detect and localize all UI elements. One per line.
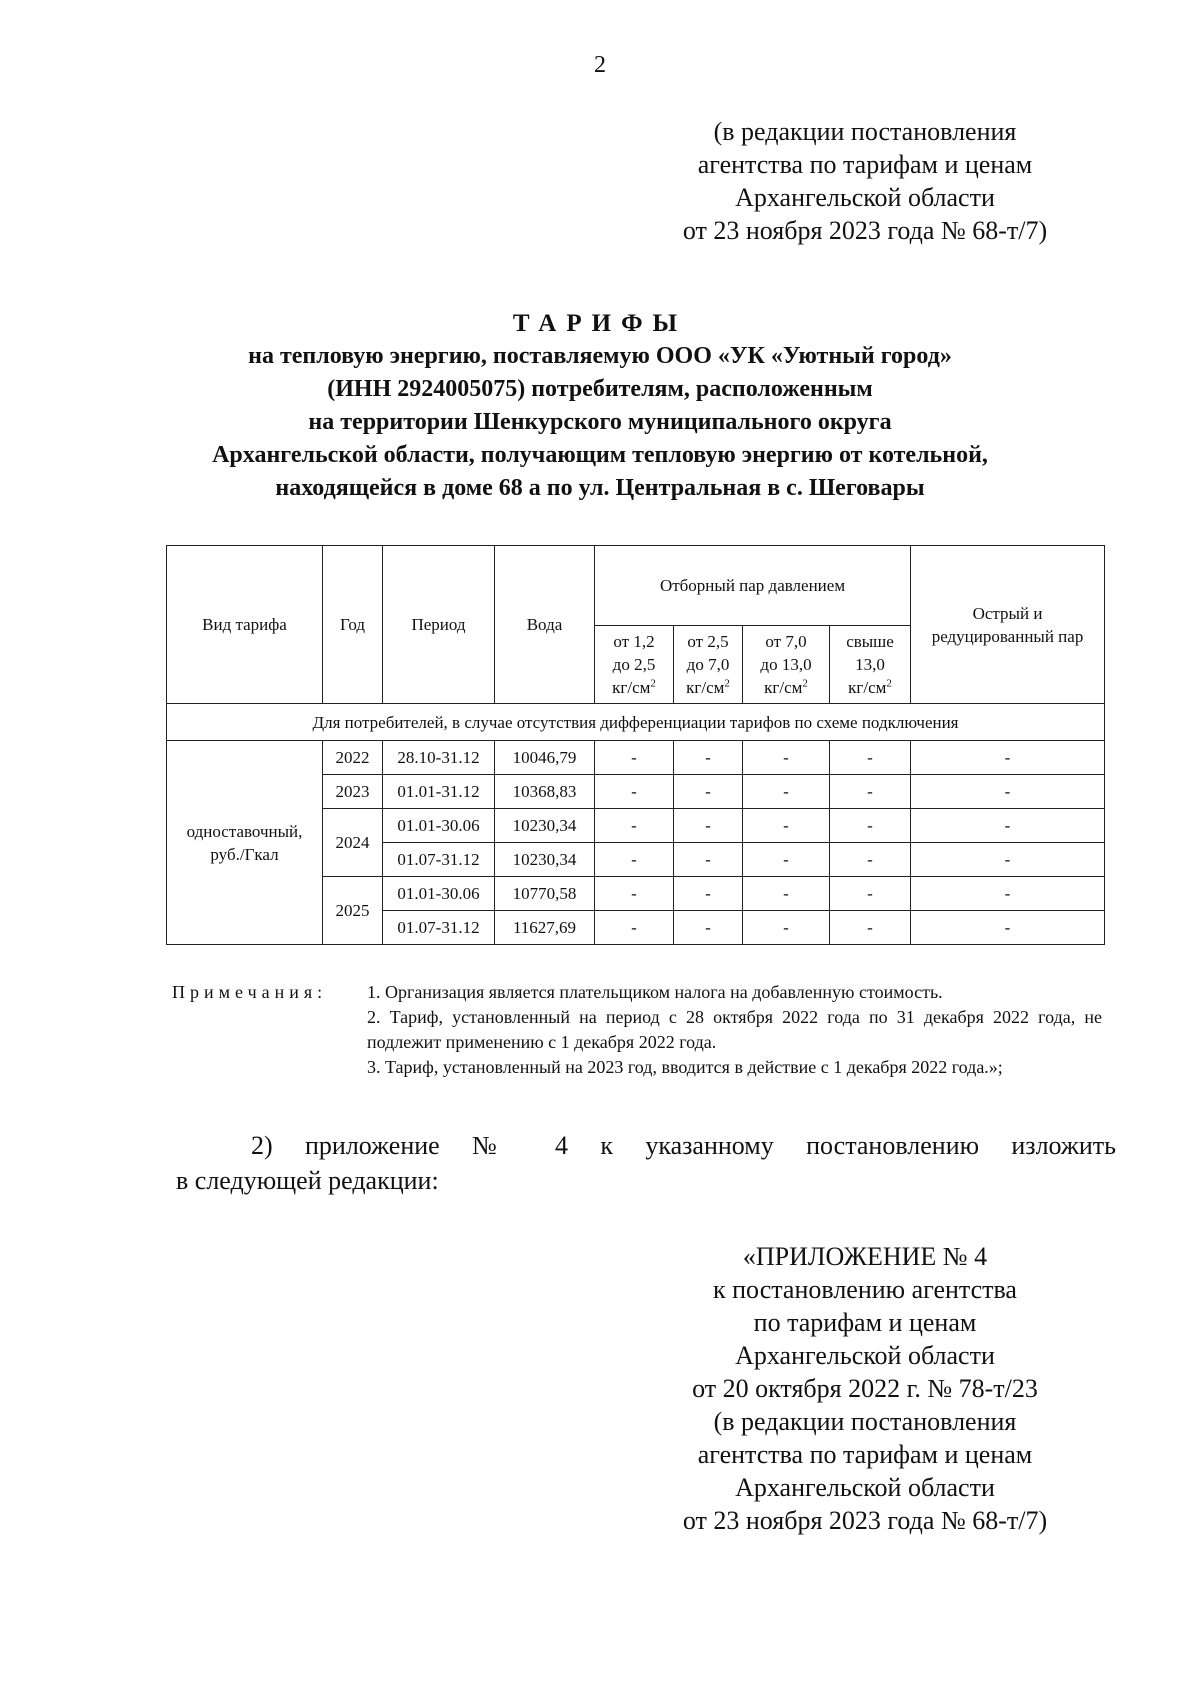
unit-exponent: 2 [802, 677, 808, 690]
appendix-line: по тарифам и ценам [753, 1308, 977, 1337]
water-cell: 10368,83 [495, 775, 595, 809]
header-row [167, 546, 1105, 626]
appendix-header [615, 1240, 1115, 1537]
pressure-unit: кг/см [764, 678, 803, 697]
revision-line: агентства по тарифам и ценам [697, 150, 1033, 179]
notes [172, 980, 1102, 1080]
p3-cell: - [743, 741, 830, 775]
appendix-line: от 20 октября 2022 г. № 78-т/23 [692, 1374, 1038, 1403]
appendix-line: агентства по тарифам и ценам [697, 1440, 1033, 1469]
unit-exponent: 2 [724, 677, 730, 690]
p3-cell: - [743, 775, 830, 809]
sharp-cell: - [911, 843, 1105, 877]
title-line: на территории Шенкурского муниципального округа [308, 409, 892, 435]
period-cell: 01.01-30.06 [383, 877, 495, 911]
appendix-line: (в редакции постановления [713, 1407, 1017, 1436]
header-steam-pressure: Отборный пар давлением [595, 546, 911, 626]
unit-exponent: 2 [886, 677, 892, 690]
p2-cell: - [674, 809, 743, 843]
title-heading: ТАРИФЫ [512, 310, 688, 337]
water-cell: 10046,79 [495, 741, 595, 775]
pressure-from: от 7,0 [765, 632, 807, 651]
p4-cell: - [830, 775, 911, 809]
header-pressure-4 [830, 626, 911, 704]
water-cell: 10770,58 [495, 877, 595, 911]
p4-cell: - [830, 877, 911, 911]
water-cell: 11627,69 [495, 911, 595, 945]
p3-cell: - [743, 843, 830, 877]
pressure-from: свыше [846, 632, 894, 651]
header-year: Год [323, 546, 383, 704]
page-number: 2 [594, 52, 606, 78]
notes-label: Примечания: [172, 982, 328, 1002]
appendix-line: от 23 ноября 2023 года № 68-т/7) [682, 1506, 1048, 1535]
year-cell: 2023 [323, 775, 383, 809]
table-row [167, 741, 1105, 775]
sharp-cell: - [911, 877, 1105, 911]
p4-cell: - [830, 911, 911, 945]
section-title: Для потребителей, в случае отсутствия дифференциации тарифов по схеме подключения [167, 704, 1105, 741]
p1-cell: - [595, 911, 674, 945]
amendment-line: 2) приложение № 4 к указанному постановлению изложить [251, 1131, 1116, 1160]
appendix-line: Архангельской области [735, 1473, 995, 1502]
p1-cell: - [595, 741, 674, 775]
period-cell: 01.01-30.06 [383, 809, 495, 843]
amendment-paragraph [176, 1128, 1116, 1198]
p2-cell: - [674, 741, 743, 775]
note-item: 2. Тариф, установленный на период с 28 октября 2022 года по 31 декабря 2022 года, не подлежит применению с 1 декабря 2022 года. [367, 1007, 1102, 1052]
header-water: Вода [495, 546, 595, 704]
pressure-to: до 7,0 [686, 655, 730, 674]
pressure-to: до 2,5 [612, 655, 656, 674]
p3-cell: - [743, 911, 830, 945]
pressure-unit: кг/см [848, 678, 887, 697]
note-item: 1. Организация является плательщиком налога на добавленную стоимость. [367, 982, 943, 1002]
section-row [167, 704, 1105, 741]
p4-cell: - [830, 843, 911, 877]
year-cell: 2022 [323, 741, 383, 775]
revision-line: от 23 ноября 2023 года № 68-т/7) [682, 216, 1048, 245]
sharp-cell: - [911, 911, 1105, 945]
p3-cell: - [743, 877, 830, 911]
header-pressure-3 [743, 626, 830, 704]
sharp-cell: - [911, 741, 1105, 775]
revision-line: Архангельской области [735, 183, 995, 212]
sharp-cell: - [911, 775, 1105, 809]
pressure-from: от 2,5 [687, 632, 729, 651]
water-cell: 10230,34 [495, 809, 595, 843]
header-tariff-type: Вид тарифа [167, 546, 323, 704]
tariff-type-name: одноставочный, [186, 821, 303, 841]
period-cell: 01.01-31.12 [383, 775, 495, 809]
p1-cell: - [595, 877, 674, 911]
amendment-line: в следующей редакции: [176, 1166, 439, 1195]
p1-cell: - [595, 775, 674, 809]
appendix-line: «ПРИЛОЖЕНИЕ № 4 [742, 1242, 988, 1271]
title-line: Архангельской области, получающим тепловую энергию от котельной, [212, 442, 988, 468]
pressure-to: 13,0 [855, 655, 885, 674]
tariff-unit: руб./Гкал [210, 844, 279, 864]
year-cell: 2025 [323, 877, 383, 945]
sharp-cell: - [911, 809, 1105, 843]
p1-cell: - [595, 843, 674, 877]
p3-cell: - [743, 809, 830, 843]
period-cell: 28.10-31.12 [383, 741, 495, 775]
p4-cell: - [830, 809, 911, 843]
header-pressure-2 [674, 626, 743, 704]
header-pressure-1 [595, 626, 674, 704]
p2-cell: - [674, 775, 743, 809]
notes-list [367, 980, 1102, 1080]
document-title [130, 307, 1070, 505]
p1-cell: - [595, 809, 674, 843]
note-item: 3. Тариф, установленный на 2023 год, вводится в действие с 1 декабря 2022 года.»; [367, 1057, 1003, 1077]
tariff-type-cell [167, 741, 323, 945]
pressure-unit: кг/см [612, 678, 651, 697]
p2-cell: - [674, 843, 743, 877]
revision-line: (в редакции постановления [713, 117, 1017, 146]
header-period: Период [383, 546, 495, 704]
year-cell: 2024 [323, 809, 383, 877]
revision-header [615, 115, 1115, 247]
p2-cell: - [674, 877, 743, 911]
tariff-table [166, 545, 1105, 945]
p4-cell: - [830, 741, 911, 775]
header-sharp-steam: Острый и редуцированный пар [911, 546, 1105, 704]
appendix-line: Архангельской области [735, 1341, 995, 1370]
pressure-from: от 1,2 [613, 632, 655, 651]
period-cell: 01.07-31.12 [383, 843, 495, 877]
title-line: находящейся в доме 68 а по ул. Центральная в с. Шеговары [275, 475, 925, 501]
appendix-line: к постановлению агентства [713, 1275, 1017, 1304]
p2-cell: - [674, 911, 743, 945]
title-line: (ИНН 2924005075) потребителям, расположенным [327, 376, 873, 402]
pressure-to: до 13,0 [760, 655, 812, 674]
period-cell: 01.07-31.12 [383, 911, 495, 945]
water-cell: 10230,34 [495, 843, 595, 877]
unit-exponent: 2 [650, 677, 656, 690]
pressure-unit: кг/см [686, 678, 725, 697]
title-line: на тепловую энергию, поставляемую ООО «УК «Уютный город» [248, 343, 952, 369]
